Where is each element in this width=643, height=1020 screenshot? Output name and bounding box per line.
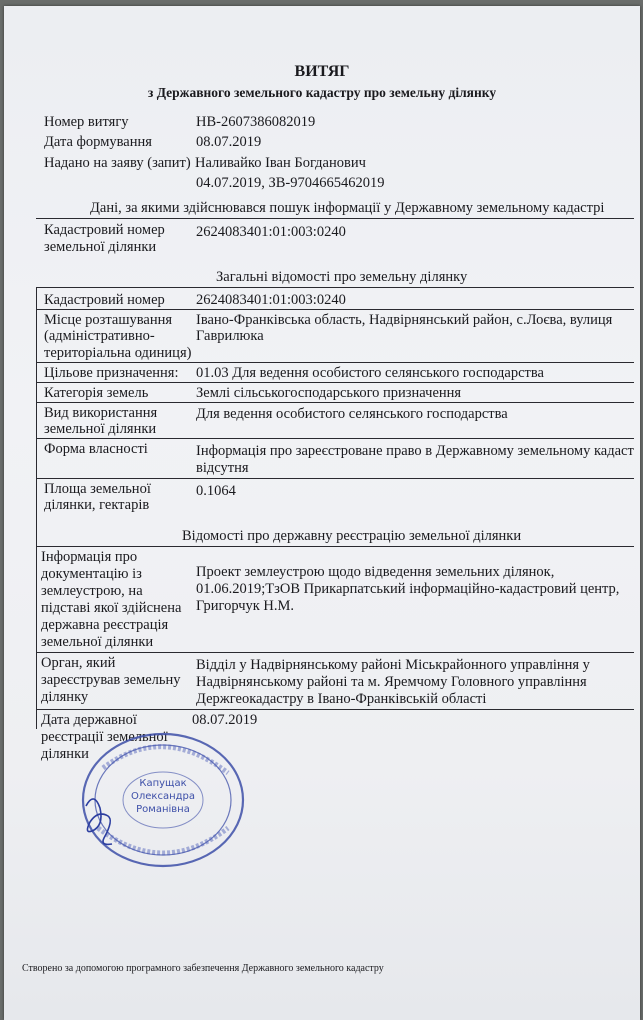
document-page: [4, 6, 640, 1020]
formation-date-value: 08.07.2019: [196, 134, 262, 150]
documentation-label-5: державна реєстрація: [41, 617, 169, 633]
extract-number-value: НВ-2607386082019: [196, 114, 316, 130]
divider: [36, 287, 634, 288]
registration-date-label-3: ділянки: [41, 746, 89, 762]
area-label-2: ділянки, гектарів: [44, 497, 150, 513]
divider: [36, 382, 634, 383]
area-value: 0.1064: [196, 483, 236, 499]
usage-type-label-2: земельної ділянки: [44, 421, 157, 437]
footer-note: Створено за допомогою програмного забезпечення Державного земельного кадастру: [22, 963, 384, 974]
registering-body-value-2: Надвірнянському районі та м. Яремчому Головного управління: [196, 674, 587, 690]
handwritten-signature: [74, 786, 144, 856]
documentation-label-4: підставі якої здійснена: [41, 600, 182, 616]
usage-type-value: Для ведення особистого селянського господарства: [196, 406, 508, 422]
documentation-value: Проект землеустрою щодо відведення земельних ділянок,: [196, 564, 555, 580]
search-cadastral-label-2: земельної ділянки: [44, 239, 157, 255]
divider: [36, 402, 634, 403]
request-applicant: Наливайко Іван Богданович: [195, 155, 366, 171]
search-heading: Дані, за якими здійснювався пошук інформації у Державному земельному кадастрі: [90, 200, 605, 216]
purpose-value: 01.03 Для ведення особистого селянського господарства: [196, 365, 544, 381]
location-label-2: (адміністративно-: [44, 328, 155, 344]
ownership-value-2: відсутня: [196, 460, 249, 476]
ownership-label: Форма власності: [44, 441, 148, 457]
documentation-value-2: 01.06.2019;ТзОВ Прикарпатський інформаційно-кадастровий центр,: [196, 581, 620, 597]
extract-number-label: Номер витягу: [44, 114, 129, 130]
ownership-value: Інформація про зареєстроване право в Державному земельному кадаст: [196, 443, 634, 459]
cadastral-number-label: Кадастровий номер: [44, 292, 165, 308]
request-number: 04.07.2019, ЗВ-9704665462019: [196, 175, 385, 191]
registering-body-value: Відділ у Надвірнянському районі Міськрайонного управління у: [196, 657, 590, 673]
land-category-label: Категорія земель: [44, 385, 149, 401]
search-cadastral-label: Кадастровий номер: [44, 222, 165, 238]
purpose-label: Цільове призначення:: [44, 365, 179, 381]
cadastral-number-value: 2624083401:01:003:0240: [196, 292, 346, 308]
registration-heading: Відомості про державну реєстрацію земельної ділянки: [182, 528, 522, 544]
registering-body-label-2: зареєстрував земельну: [41, 672, 181, 688]
area-label: Площа земельної: [44, 481, 151, 497]
divider: [36, 218, 634, 219]
registration-date-value: 08.07.2019: [192, 712, 258, 728]
table-left-border: [36, 287, 37, 729]
registration-date-label: Дата державної: [41, 712, 137, 728]
stamp-name-1: Капущак: [139, 778, 187, 789]
location-label: Місце розташування: [44, 312, 173, 328]
divider: [36, 438, 634, 439]
documentation-value-3: Григорчук Н.М.: [196, 598, 295, 614]
divider: [36, 309, 634, 310]
registering-body-label: Орган, який: [41, 655, 116, 671]
divider: [36, 478, 634, 479]
documentation-label: Інформація про: [41, 549, 138, 565]
divider: [36, 362, 634, 363]
registering-body-label-3: ділянку: [41, 689, 89, 705]
stamp-name-3: Романівна: [136, 804, 190, 815]
documentation-label-6: земельної ділянки: [41, 634, 154, 650]
search-cadastral-value: 2624083401:01:003:0240: [196, 224, 346, 240]
stamp-name-2: Олександра: [130, 791, 196, 802]
location-value: Івано-Франківська область, Надвірнянський район, с.Лоєва, вулиця: [196, 312, 613, 328]
document-title: ВИТЯГ: [294, 63, 350, 80]
general-heading: Загальні відомості про земельну ділянку: [216, 269, 468, 285]
divider: [36, 709, 634, 710]
divider: [36, 546, 634, 547]
documentation-label-2: документацію із: [41, 566, 142, 582]
document-subtitle: з Державного земельного кадастру про земельну ділянку: [147, 85, 497, 100]
usage-type-label: Вид використання: [44, 405, 158, 421]
registering-body-value-3: Держгеокадастру в Івано-Франківській області: [196, 691, 487, 707]
request-label: Надано на заяву (запит): [44, 155, 191, 171]
documentation-label-3: землеустрою, на: [41, 583, 143, 599]
location-label-3: територіальна одиниця): [44, 345, 192, 361]
divider: [36, 652, 634, 653]
registration-date-label-2: реєстрації земельної: [41, 729, 168, 745]
location-value-2: Гаврилюка: [196, 328, 264, 344]
formation-date-label: Дата формування: [44, 134, 152, 150]
land-category-value: Землі сільськогосподарського призначення: [196, 385, 462, 401]
